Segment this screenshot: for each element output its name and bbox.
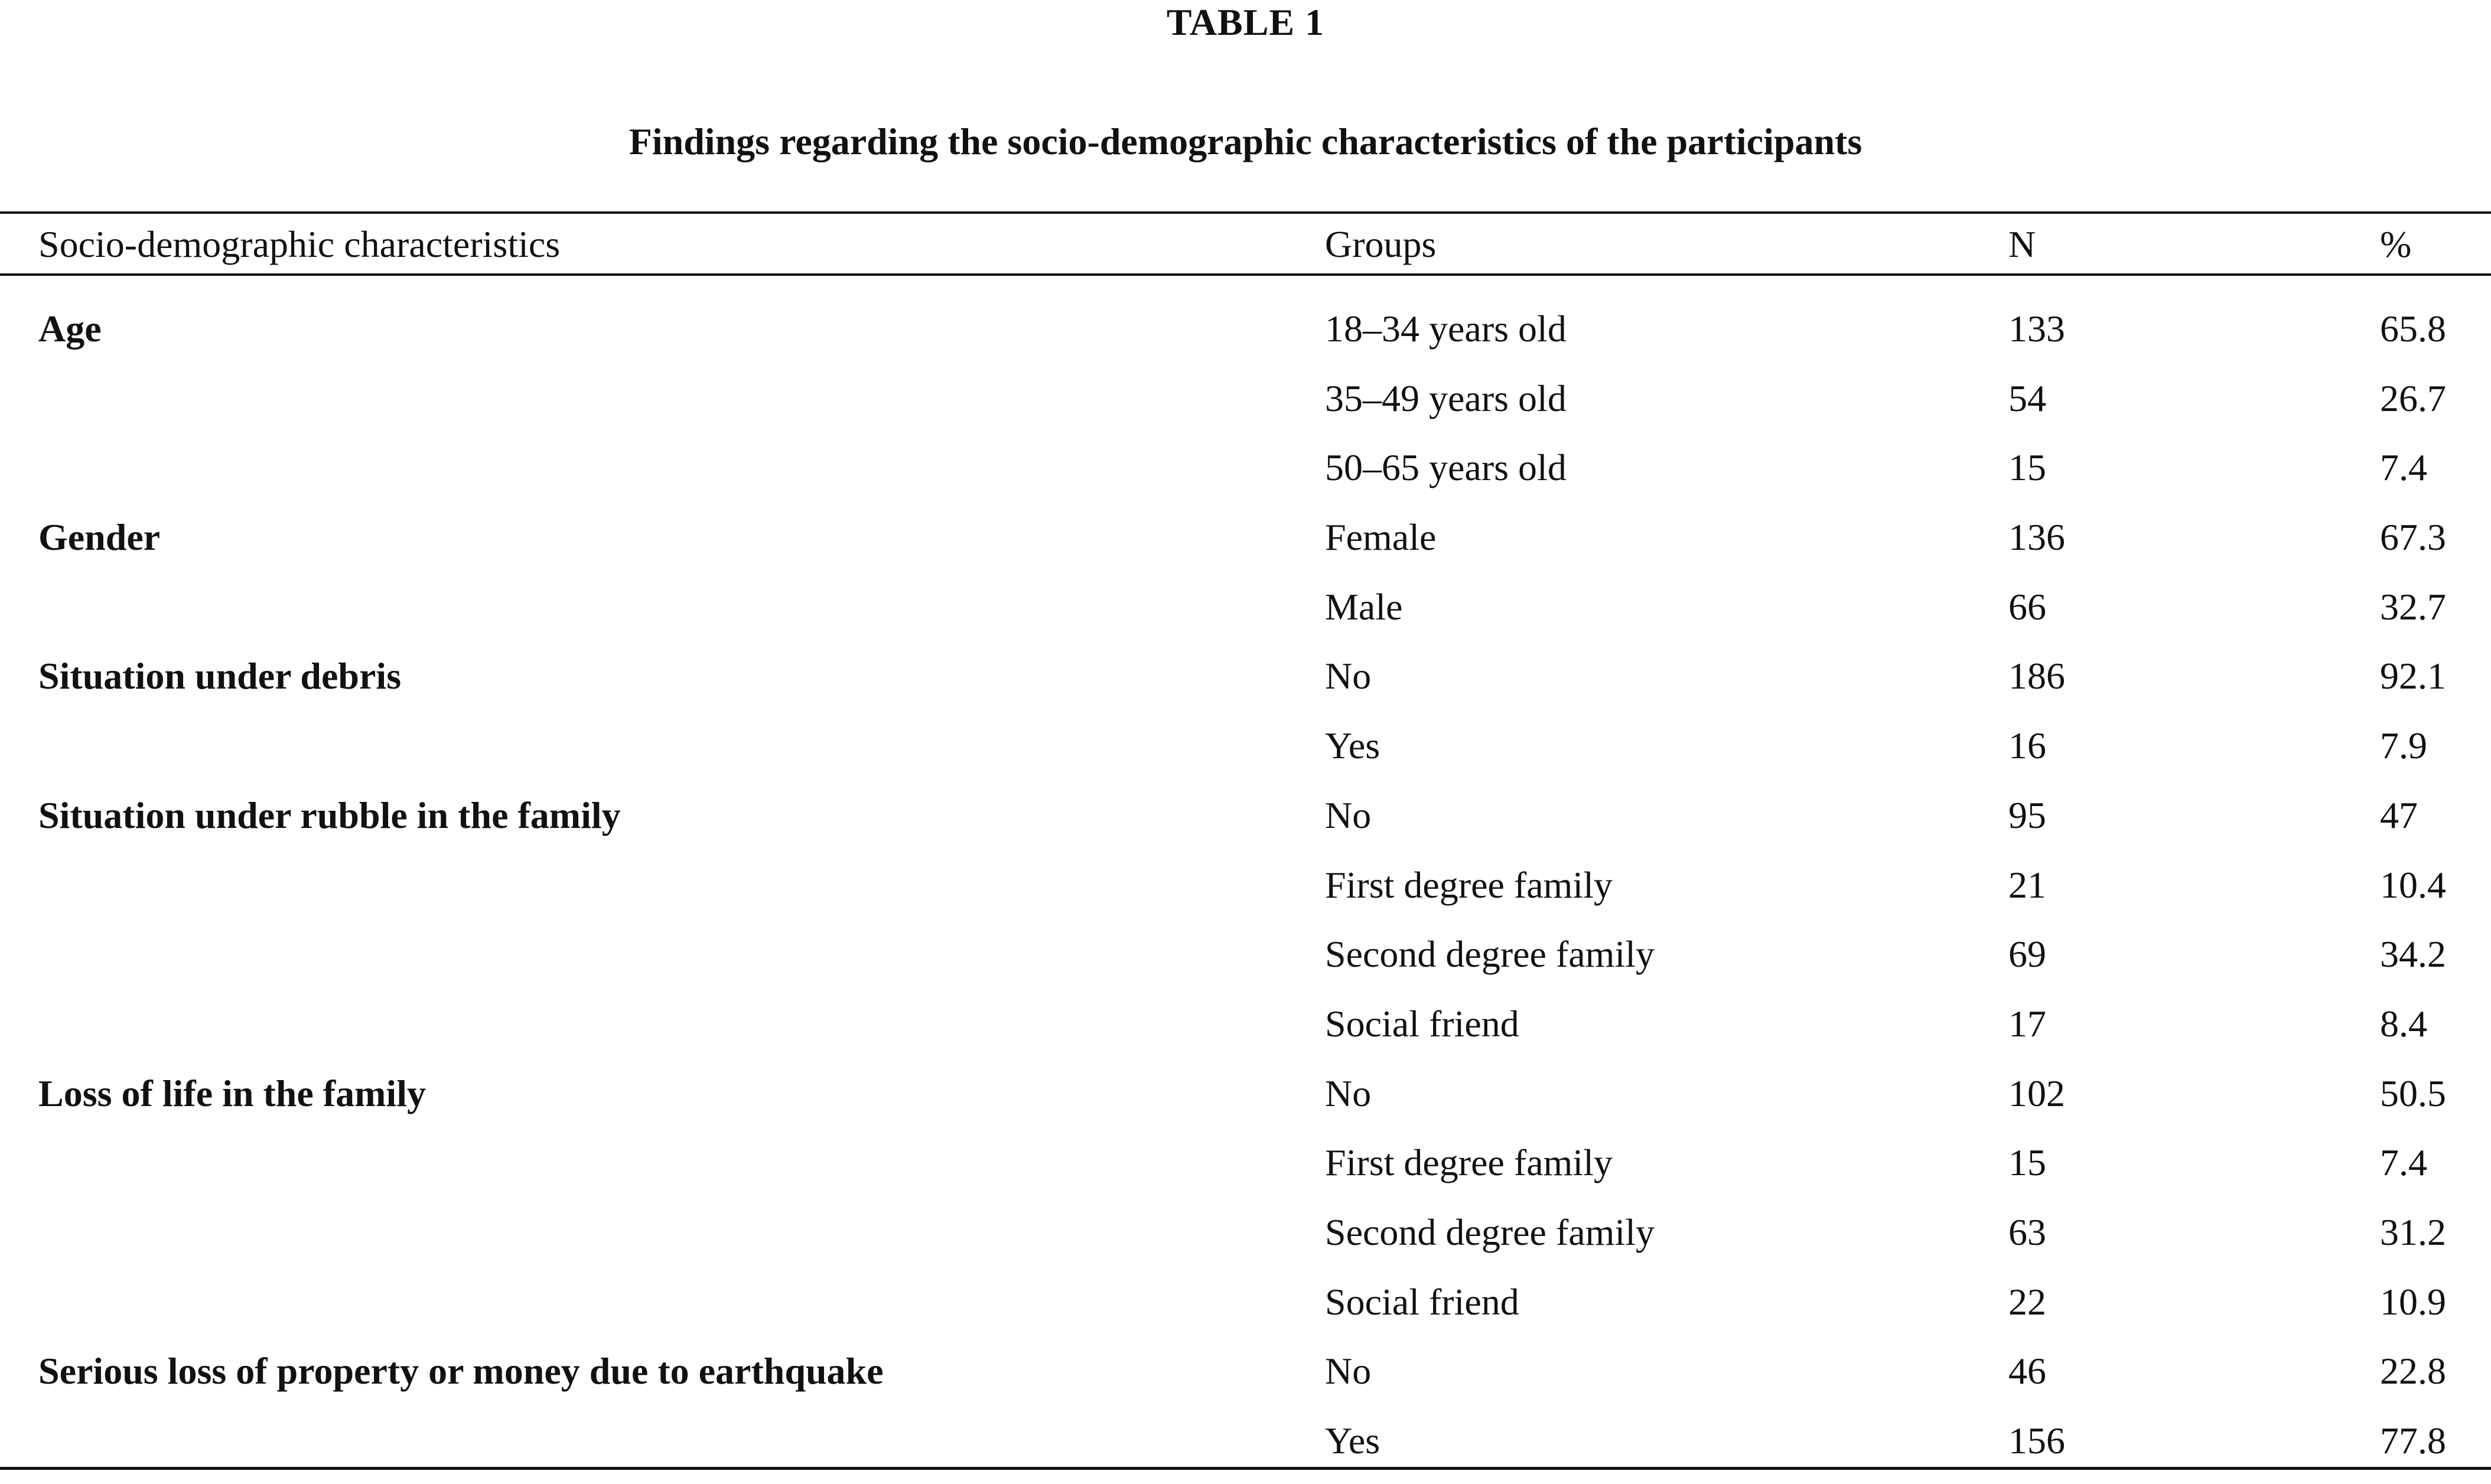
row-n: 69	[2008, 933, 2046, 976]
row-group: Male	[1325, 585, 1403, 628]
row-percent: 7.4	[2380, 446, 2427, 489]
table-row	[0, 1345, 2491, 1414]
table-row	[0, 1276, 2491, 1345]
row-n: 136	[2008, 516, 2065, 559]
row-group: First degree family	[1325, 1141, 1613, 1184]
row-n: 186	[2008, 655, 2065, 697]
table-label: TABLE 1	[1166, 1, 1325, 43]
row-percent: 77.8	[2380, 1420, 2446, 1462]
header-characteristic: Socio-demographic characteristics	[38, 223, 561, 265]
row-n: 156	[2008, 1420, 2065, 1462]
table-row	[0, 511, 2491, 580]
row-group: No	[1325, 655, 1372, 697]
table-top-rule	[0, 211, 2491, 214]
row-percent: 32.7	[2380, 585, 2446, 628]
table-header-rule	[0, 273, 2491, 276]
row-percent: 8.4	[2380, 1002, 2427, 1045]
row-characteristic: Age	[38, 308, 102, 350]
table-row	[0, 302, 2491, 372]
row-n: 46	[2008, 1350, 2046, 1392]
table-row	[0, 859, 2491, 928]
row-n: 21	[2008, 863, 2046, 906]
row-group: Yes	[1325, 725, 1380, 767]
table-row	[0, 789, 2491, 859]
row-percent: 10.4	[2380, 863, 2446, 906]
table-row	[0, 1206, 2491, 1276]
row-percent: 34.2	[2380, 933, 2446, 976]
table-body	[0, 302, 2491, 1484]
row-characteristic: Gender	[38, 516, 161, 559]
row-group: No	[1325, 1072, 1372, 1114]
table-row	[0, 719, 2491, 789]
row-percent: 26.7	[2380, 377, 2446, 419]
table-row	[0, 441, 2491, 511]
row-characteristic: Situation under debris	[38, 655, 402, 697]
row-group: 35–49 years old	[1325, 377, 1567, 419]
row-characteristic: Serious loss of property or money due to earthquake	[38, 1350, 884, 1392]
row-n: 54	[2008, 377, 2046, 419]
row-characteristic: Situation under rubble in the family	[38, 794, 621, 836]
row-percent: 47	[2380, 794, 2418, 836]
row-group: No	[1325, 1350, 1372, 1392]
row-n: 66	[2008, 585, 2046, 628]
table-row	[0, 997, 2491, 1067]
row-group: Second degree family	[1325, 1211, 1655, 1253]
row-percent: 65.8	[2380, 308, 2446, 350]
row-percent: 7.9	[2380, 725, 2427, 767]
table-header-row	[0, 217, 2491, 272]
table-bottom-rule	[0, 1467, 2491, 1470]
table-row	[0, 580, 2491, 650]
row-group: 50–65 years old	[1325, 446, 1567, 489]
table-row	[0, 372, 2491, 442]
row-n: 133	[2008, 308, 2065, 350]
table-row	[0, 1136, 2491, 1206]
row-n: 22	[2008, 1280, 2046, 1323]
row-percent: 31.2	[2380, 1211, 2446, 1253]
row-percent: 67.3	[2380, 516, 2446, 559]
row-group: Social friend	[1325, 1002, 1519, 1045]
row-group: Second degree family	[1325, 933, 1655, 976]
row-n: 15	[2008, 446, 2046, 489]
table-caption: Findings regarding the socio-demographic characteristics of the participants	[629, 120, 1862, 162]
row-n: 15	[2008, 1141, 2046, 1184]
header-percent: %	[2380, 223, 2412, 265]
row-group: Yes	[1325, 1420, 1380, 1462]
table-row	[0, 928, 2491, 997]
row-group: 18–34 years old	[1325, 308, 1567, 350]
row-percent: 7.4	[2380, 1141, 2427, 1184]
row-percent: 10.9	[2380, 1280, 2446, 1323]
row-characteristic: Loss of life in the family	[38, 1072, 426, 1114]
row-group: No	[1325, 794, 1372, 836]
table-row	[0, 650, 2491, 719]
row-group: Female	[1325, 516, 1437, 559]
row-n: 95	[2008, 794, 2046, 836]
row-n: 63	[2008, 1211, 2046, 1253]
table-row	[0, 1414, 2491, 1484]
header-groups: Groups	[1325, 223, 1437, 265]
row-percent: 92.1	[2380, 655, 2446, 697]
row-n: 102	[2008, 1072, 2065, 1114]
row-n: 16	[2008, 725, 2046, 767]
header-n: N	[2008, 223, 2036, 265]
table-row	[0, 1067, 2491, 1137]
row-n: 17	[2008, 1002, 2046, 1045]
row-percent: 50.5	[2380, 1072, 2446, 1114]
row-group: Social friend	[1325, 1280, 1519, 1323]
row-percent: 22.8	[2380, 1350, 2446, 1392]
row-group: First degree family	[1325, 863, 1613, 906]
